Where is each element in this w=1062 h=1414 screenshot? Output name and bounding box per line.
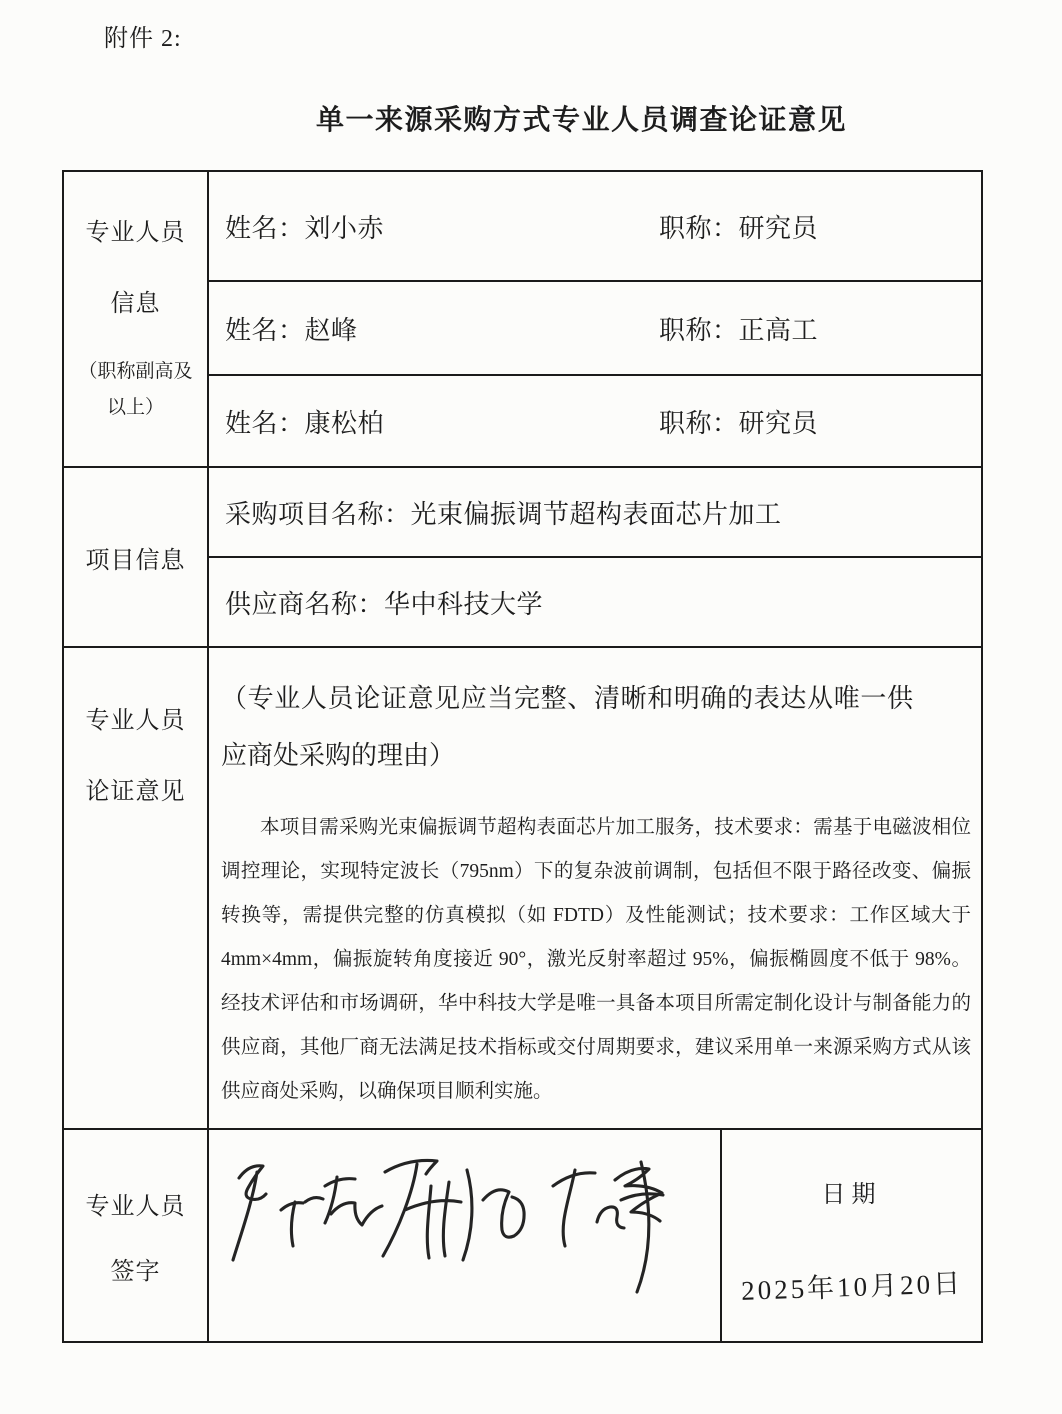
section-expert-opinion: [64, 648, 981, 1130]
project-name-value: 光束偏振调节超构表面芯片加工: [410, 499, 782, 529]
section-project-info: [64, 468, 981, 648]
section-signatures: [64, 1130, 981, 1341]
signature-kang-songbai: [383, 1160, 524, 1260]
supplier-label: 供应商名称：: [225, 589, 385, 619]
person-title-field: [659, 310, 973, 347]
opinion-body-text: 本项目需采购光束偏振调节超构表面芯片加工服务，技术要求：需基于电磁波相位调控理论，实现特定波长（795nm）下的复杂波前调制，包括但不限于路径改变、偏振转换等，需提供完整的仿真模拟（如 FDTD）及性能测试；技术要求：工作区域大于 4mm×4mm，偏振旋转角度接近 90°，激光反射率超过 95%，偏振椭圆度不低于 98%。经技术评估和市场调研，华中科技大学是唯一具备本项目所需定制化设计与制备能力的供应商，其他厂商无法满足技术指标或交付周期要求，建议采用单一来源采购方式从该供应商处采购，以确保项目顺利实施。: [221, 817, 971, 1102]
name-label: 姓名：: [225, 408, 305, 438]
person-name-field: [225, 403, 659, 440]
signature-header-line1: 专业人员: [85, 1193, 186, 1220]
name-label: 姓名：: [225, 315, 305, 345]
personnel-rows: [209, 172, 981, 466]
date-value-handwritten: 2025年10月20日: [740, 1268, 964, 1306]
opinion-form-table: [62, 170, 983, 1343]
person-name: 刘小赤: [304, 213, 385, 243]
date-label: 日期: [821, 1182, 882, 1208]
person-row-2: [209, 280, 981, 374]
attachment-label: 附件 2:: [104, 26, 182, 52]
signature-zhao-feng: [553, 1162, 663, 1292]
personnel-header-line1: 专业人员: [85, 219, 186, 246]
opinion-header-line1: 专业人员: [85, 708, 186, 734]
supplier-value: 华中科技大学: [384, 589, 544, 619]
signature-header-line2: 签字: [110, 1258, 161, 1285]
job-title-label: 职称：: [659, 213, 739, 243]
opinion-header: [64, 648, 209, 1128]
section-personnel-info: [64, 172, 981, 468]
supplier-row: [209, 556, 981, 646]
person-name-field: [225, 310, 659, 347]
project-info-header: [64, 468, 209, 646]
person-row-3: [209, 374, 981, 466]
person-job-title: 研究员: [738, 408, 819, 438]
opinion-header-line2: 论证意见: [85, 779, 186, 805]
person-job-title: 正高工: [738, 315, 819, 345]
personnel-header-line2: 信息: [110, 290, 161, 317]
personnel-info-header: [64, 172, 209, 466]
opinion-instruction-text: （专业人员论证意见应当完整、清晰和明确的表达从唯一供应商处采购的理由）: [221, 684, 913, 771]
job-title-label: 职称：: [659, 315, 739, 345]
project-header-text: 项目信息: [85, 547, 186, 574]
person-row-1: [209, 172, 981, 280]
project-name-row: [209, 468, 981, 556]
person-name: 赵峰: [304, 315, 358, 345]
handwritten-signatures: [209, 1130, 722, 1337]
person-name-field: [225, 208, 659, 245]
name-label: 姓名：: [225, 213, 305, 243]
project-rows: [209, 468, 981, 646]
signature-area: [209, 1130, 722, 1341]
opinion-content: [209, 648, 981, 1128]
person-title-field: [659, 208, 973, 245]
document-title: 单一来源采购方式专业人员调查论证意见: [316, 105, 848, 136]
signature-header: [64, 1130, 209, 1341]
person-name: 康松柏: [304, 408, 385, 438]
date-area: [722, 1130, 981, 1341]
personnel-header-note: （职称副高及以上）: [78, 360, 193, 418]
signature-liu-xiaochi: [233, 1166, 382, 1260]
person-title-field: [659, 403, 973, 440]
job-title-label: 职称：: [659, 408, 739, 438]
person-job-title: 研究员: [738, 213, 819, 243]
project-name-label: 采购项目名称：: [225, 499, 411, 529]
